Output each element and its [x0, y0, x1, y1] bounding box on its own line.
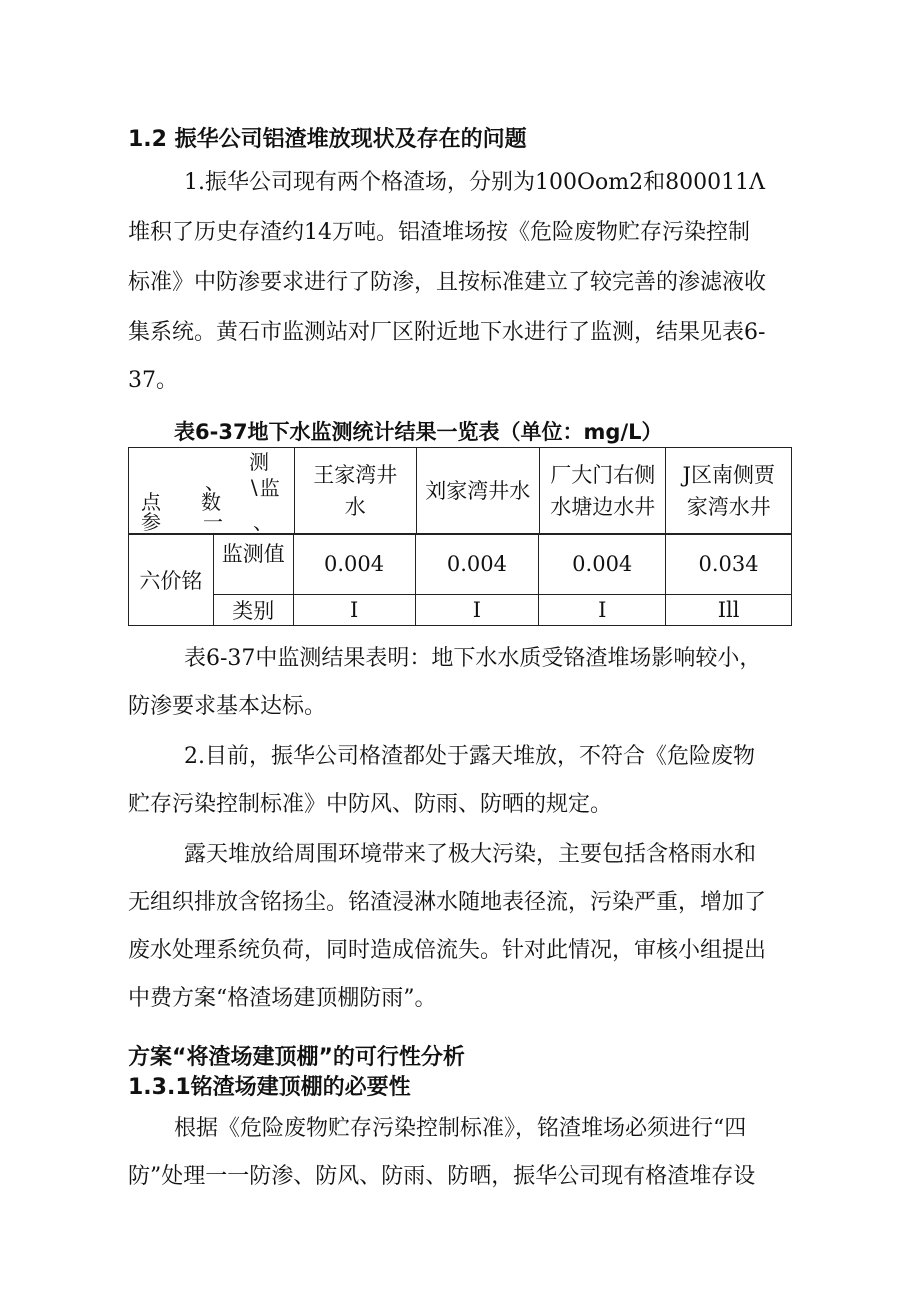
paragraph-line: 防”处理一一防渗、防风、防雨、防晒，振华公司现有格渣堆存设 — [128, 1164, 756, 1189]
table-row — [129, 595, 792, 626]
column-header — [666, 448, 792, 535]
paragraph-line: 1.振华公司现有两个格渣场，分别为100Oom2和800011Λ — [184, 170, 765, 195]
table-row — [129, 534, 792, 595]
paragraph-line: 中费方案“格渣场建顶棚防雨”。 — [128, 986, 437, 1011]
corner-label: 点 — [141, 490, 161, 514]
monitoring-table — [128, 447, 792, 535]
paragraph-line: 废水处理系统负荷，同时造成倍流失。针对此情况，审核小组提出 — [128, 938, 767, 963]
column-header-line: 厂大门右侧 — [550, 463, 656, 487]
column-header-line: 水 — [344, 495, 366, 519]
subsection-heading — [128, 1070, 411, 1101]
table-caption: 表6-37地下水监测统计结果一览表（单位：mg/L） — [174, 420, 663, 444]
paragraph-line: 根据《危险废物贮存污染控制标准》，铭渣堆场必须进行“四 — [174, 1116, 747, 1141]
corner-label: 数 — [201, 490, 221, 514]
section-heading: 1.2 振华公司铝渣堆放现状及存在的问题 — [128, 127, 527, 152]
monitoring-table-body — [128, 533, 792, 626]
paragraph-line: 无组织排放含铭扬尘。铭渣浸淋水随地表径流，污染严重，增加了 — [128, 890, 767, 915]
table-cell: 0.004 — [293, 534, 415, 595]
subsection-heading-text: 1.3.1铭渣场建顶棚的必要性 — [128, 1075, 411, 1100]
paragraph-line: 标准》中防渗要求进行了防渗，且按标准建立了较完善的渗滤液收 — [128, 270, 767, 295]
row-group-label: 六价铭 — [129, 534, 214, 626]
corner-header-cell — [129, 448, 295, 535]
column-header — [540, 448, 666, 535]
column-header — [295, 448, 417, 535]
column-header-line: 刘家湾井水 — [425, 479, 531, 503]
corner-label: 、 — [205, 470, 225, 494]
column-header-line: 水塘边水井 — [550, 495, 656, 519]
corner-label: 、 — [253, 510, 273, 534]
subsection-heading: 方案“将渣场建顶棚”的可行性分析 — [128, 1045, 465, 1070]
paragraph-line: 堆积了历史存渣约14万吨。铝渣堆场按《危险废物贮存污染控制 — [128, 220, 750, 245]
paragraph-line: 贮存污染控制标准》中防风、防雨、防晒的规定。 — [128, 792, 613, 817]
paragraph-line: 表6-37中监测结果表明：地下水水质受铬渣堆场影响较小， — [184, 646, 762, 671]
row-label: 类别 — [213, 595, 293, 626]
corner-label: 参 — [141, 510, 161, 534]
column-header-line: 家湾水井 — [686, 495, 771, 519]
paragraph-line: 露天堆放给周围环境带来了极大污染，主要包括含格雨水和 — [184, 842, 757, 867]
column-header — [416, 448, 540, 535]
corner-label: 测 — [249, 450, 269, 474]
row-label: 监测值 — [213, 534, 293, 595]
column-header-line: 王家湾井 — [313, 463, 398, 487]
paragraph-line: 37。 — [128, 368, 178, 393]
table-cell: 0.004 — [415, 534, 539, 595]
corner-label: 一 — [203, 510, 223, 534]
column-header-line: J区南侧贾 — [682, 463, 775, 487]
table-cell: 0.034 — [666, 534, 792, 595]
paragraph-line: 2.目前，振华公司格渣都处于露天堆放，不符合《危险废物 — [184, 744, 755, 769]
table-cell: I — [415, 595, 539, 626]
table-cell: 0.004 — [539, 534, 666, 595]
paragraph-line: 集系统。黄石市监测站对厂区附近地下水进行了监测，结果见表6- — [128, 320, 766, 345]
paragraph-line: 防渗要求基本达标。 — [128, 694, 327, 719]
table-cell: I — [293, 595, 415, 626]
table-cell: I — [539, 595, 666, 626]
table-cell: Ill — [666, 595, 792, 626]
corner-label: ∖监 — [247, 476, 280, 500]
